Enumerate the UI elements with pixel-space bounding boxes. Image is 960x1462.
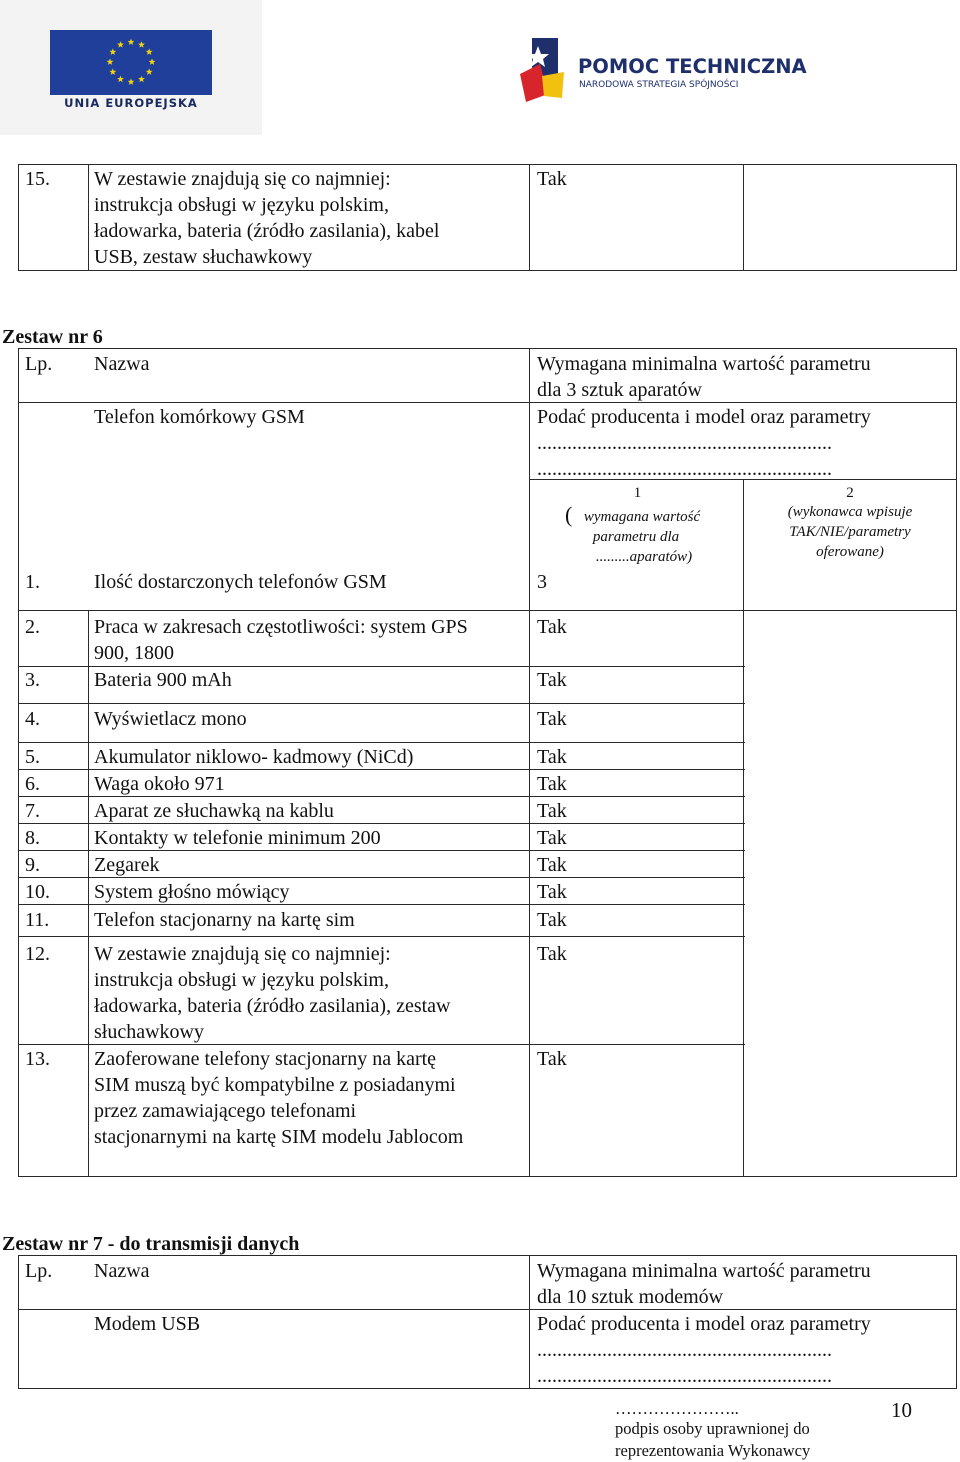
row-value: Tak [537, 1048, 567, 1070]
row-description: W zestawie znajdują się co najmniej: [94, 943, 391, 965]
table-rule-vertical [18, 1255, 19, 1389]
eu-star-icon [146, 68, 153, 75]
row-description: SIM muszą być kompatybilne z posiadanymi [94, 1074, 456, 1096]
row-value: Tak [537, 708, 567, 730]
row-description: Zaoferowane telefony stacjonarny na kartę [94, 1048, 437, 1070]
table-rule-horizontal [18, 348, 957, 349]
eu-star-icon [128, 38, 135, 45]
table-rule-vertical [88, 164, 89, 271]
row-description: Telefon stacjonarny na kartę sim [94, 909, 355, 931]
row-value: Tak [537, 168, 567, 190]
row-number: 5. [25, 746, 40, 768]
eu-star-icon [128, 78, 135, 85]
row-number: 7. [25, 800, 40, 822]
row-description: Zegarek [94, 854, 160, 876]
eu-star-icon [107, 58, 114, 65]
section-title-set6: Zestaw nr 6 [2, 326, 103, 348]
device-spec-dots: ........................................................... [537, 1365, 832, 1387]
row-number: 13. [25, 1048, 50, 1070]
column-1-description: wymagana wartość [583, 509, 701, 525]
table-rule-vertical [956, 164, 957, 271]
column-header-name: Nazwa [94, 353, 150, 375]
row-description: Wyświetlacz mono [94, 708, 247, 730]
eu-star-icon [138, 76, 145, 83]
pomoc-techniczna-subtitle: NARODOWA STRATEGIA SPÓJNOŚCI [579, 80, 739, 90]
device-spec-dots: ........................................................... [537, 1339, 832, 1361]
table-rule-vertical [743, 164, 744, 271]
device-name: Modem USB [94, 1313, 201, 1335]
signature-caption: podpis osoby uprawnionej do [615, 1419, 810, 1438]
device-spec-dots: ........................................................... [537, 432, 832, 454]
row-number: 9. [25, 854, 40, 876]
row-number: 1. [25, 571, 40, 593]
row-number: 12. [25, 943, 50, 965]
section-title-set7: Zestaw nr 7 - do transmisji danych [2, 1233, 300, 1255]
table-rule-horizontal [18, 402, 957, 403]
row-description: przez zamawiającego telefonami [94, 1100, 357, 1122]
column-2-description: oferowane) [816, 544, 884, 560]
eu-star-icon [117, 41, 124, 48]
column-header-requirement: Wymagana minimalna wartość parametru [537, 1260, 871, 1282]
table-rule-vertical [529, 164, 530, 271]
row-value: Tak [537, 773, 567, 795]
pomoc-techniczna-logo-icon [518, 36, 568, 106]
table-rule-vertical [18, 348, 19, 1177]
table-rule-vertical [529, 348, 530, 1177]
column-2-description: TAK/NIE/parametry [789, 524, 911, 540]
row-value: Tak [537, 881, 567, 903]
column-1-description: parametru dla [592, 529, 680, 545]
row-description: słuchawkowy [94, 1021, 204, 1043]
column-header-name: Nazwa [94, 1260, 150, 1282]
row-description-line: instrukcja obsługi w języku polskim, [94, 194, 389, 216]
row-description-line: ładowarka, bateria (źródło zasilania), kabel [94, 220, 440, 242]
row-number: 8. [25, 827, 40, 849]
page-number: 10 [891, 1398, 912, 1422]
table-rule-vertical [529, 1255, 530, 1389]
row-value: Tak [537, 746, 567, 768]
table-rule-horizontal [18, 270, 957, 271]
eu-stars-icon [50, 30, 212, 95]
table-rule-horizontal [18, 1309, 957, 1310]
row-description: System głośno mówiący [94, 881, 290, 903]
row-value: Tak [537, 800, 567, 822]
signature-caption: reprezentowania Wykonawcy [615, 1441, 811, 1460]
table-rule-horizontal [18, 703, 745, 704]
table-rule-horizontal [18, 610, 957, 611]
column-number-2: 2 [846, 485, 854, 501]
column-header-requirement: dla 3 sztuk aparatów [537, 379, 702, 401]
column-header-lp: Lp. [25, 353, 53, 375]
row-description-line: W zestawie znajdują się co najmniej: [94, 168, 391, 190]
row-number: 15. [25, 168, 50, 190]
device-spec-line: Podać producenta i model oraz parametry [537, 1313, 871, 1335]
row-value: 3 [537, 571, 547, 593]
pomoc-techniczna-title: POMOC TECHNICZNA [578, 55, 807, 78]
table-rule-horizontal [18, 742, 745, 743]
row-number: 4. [25, 708, 40, 730]
column-header-requirement: dla 10 sztuk modemów [537, 1286, 724, 1308]
row-value: Tak [537, 827, 567, 849]
row-description: Aparat ze słuchawką na kablu [94, 800, 334, 822]
table-rule-vertical [18, 164, 19, 271]
device-name: Telefon komórkowy GSM [94, 406, 305, 428]
table-rule-vertical [88, 610, 89, 1177]
row-description-line: USB, zestaw słuchawkowy [94, 246, 313, 268]
row-description: ładowarka, bateria (źródło zasilania), zestaw [94, 995, 451, 1017]
device-spec-line: Podać producenta i model oraz parametry [537, 406, 871, 428]
row-description: instrukcja obsługi w języku polskim, [94, 969, 389, 991]
row-number: 2. [25, 616, 40, 638]
table-rule-horizontal [18, 164, 957, 165]
row-value: Tak [537, 909, 567, 931]
device-spec-dots: ........................................................... [537, 458, 832, 480]
row-value: Tak [537, 669, 567, 691]
table-rule-vertical [956, 1255, 957, 1389]
table-rule-horizontal [18, 936, 745, 937]
column-header-requirement: Wymagana minimalna wartość parametru [537, 353, 871, 375]
row-description: Praca w zakresach częstotliwości: system GPS [94, 616, 468, 638]
row-value: Tak [537, 854, 567, 876]
table-rule-vertical [743, 479, 744, 1177]
table-rule-horizontal [18, 1255, 957, 1256]
row-number: 6. [25, 773, 40, 795]
signature-dots: ………………….. [615, 1399, 739, 1418]
row-number: 10. [25, 881, 50, 903]
row-description: stacjonarnymi na kartę SIM modelu Jablocom [94, 1126, 464, 1148]
row-description: Kontakty w telefonie minimum 200 [94, 827, 381, 849]
row-value: Tak [537, 943, 567, 965]
row-description: 900, 1800 [94, 642, 174, 664]
column-1-paren: ( [565, 502, 573, 527]
row-number: 3. [25, 669, 40, 691]
column-1-description: .........aparatów) [595, 549, 693, 565]
eu-star-icon [109, 48, 116, 55]
eu-star-icon [138, 41, 145, 48]
eu-star-icon [117, 76, 124, 83]
eu-label: UNIA EUROPEJSKA [64, 96, 198, 110]
column-2-description: (wykonawca wpisuje [787, 504, 913, 520]
eu-star-icon [149, 58, 156, 65]
eu-star-icon [109, 68, 116, 75]
eu-star-icon [146, 48, 153, 55]
row-value: Tak [537, 616, 567, 638]
row-number: 11. [25, 909, 50, 931]
row-description: Ilość dostarczonych telefonów GSM [94, 571, 387, 593]
column-number-1: 1 [633, 485, 642, 501]
row-description: Waga około 971 [94, 773, 225, 795]
table-rule-horizontal [18, 1176, 957, 1177]
table-rule-vertical [956, 348, 957, 1177]
row-description: Akumulator niklowo- kadmowy (NiCd) [94, 746, 414, 768]
column-header-lp: Lp. [25, 1260, 53, 1282]
row-description: Bateria 900 mAh [94, 669, 232, 691]
